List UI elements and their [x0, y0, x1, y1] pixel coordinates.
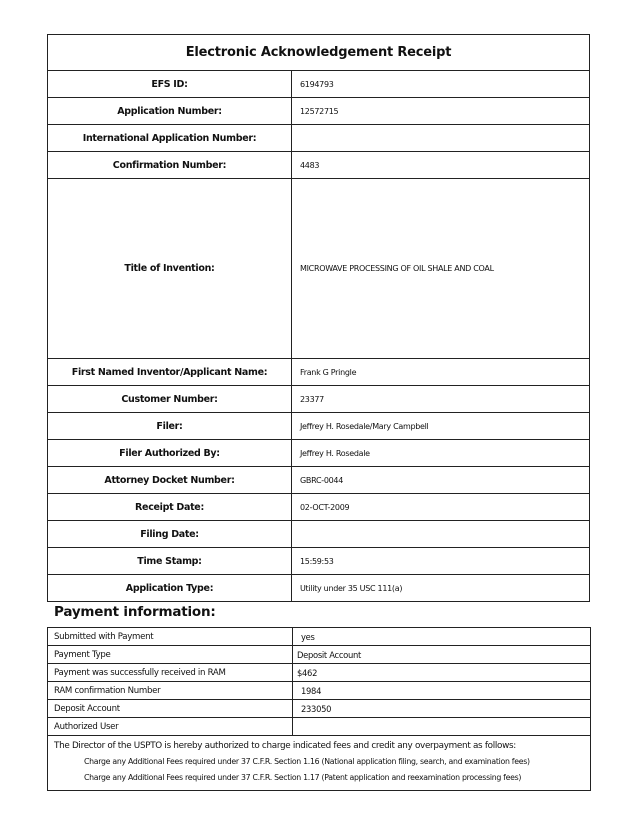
row-label: Filer Authorized By:: [48, 440, 292, 466]
row-label: Title of Invention:: [48, 179, 292, 358]
payment-row-ram-confirmation: [48, 682, 590, 700]
row-filing-date: [48, 521, 589, 548]
row-value: 23377: [300, 394, 324, 404]
authorization-item: Charge any Additional Fees required under 37 C.F.R. Section 1.17 (Patent application and reexamination processing fees): [84, 773, 522, 782]
row-confirmation-number: [48, 152, 589, 179]
payment-row-type: [48, 646, 590, 664]
payment-row-deposit-account: [48, 700, 590, 718]
payment-label: Deposit Account: [48, 700, 293, 717]
payment-value: [293, 718, 590, 735]
row-application-type: [48, 575, 589, 601]
receipt-table: [47, 34, 590, 602]
row-value: 15:59:53: [300, 556, 334, 566]
row-title-of-invention: [48, 179, 589, 359]
row-filer-authorized-by: [48, 440, 589, 467]
authorization-block: [48, 736, 590, 790]
row-value: 02-OCT-2009: [300, 502, 350, 512]
row-label: Confirmation Number:: [48, 152, 292, 178]
row-label: Receipt Date:: [48, 494, 292, 520]
row-efs-id: [48, 71, 589, 98]
payment-value: yes: [301, 631, 315, 642]
row-value: [292, 521, 589, 547]
row-label: Attorney Docket Number:: [48, 467, 292, 493]
authorization-intro: The Director of the USPTO is hereby authorized to charge indicated fees and credit any overpayment as follows:: [54, 741, 516, 751]
row-international-application-number: [48, 125, 589, 152]
payment-value: 1984: [301, 685, 322, 696]
row-value: [292, 125, 589, 151]
payment-table: [47, 627, 591, 791]
payment-label: RAM confirmation Number: [48, 682, 293, 699]
row-label: Filer:: [48, 413, 292, 439]
row-filer: [48, 413, 589, 440]
row-label: Customer Number:: [48, 386, 292, 412]
row-label: Time Stamp:: [48, 548, 292, 574]
row-label: Application Number:: [48, 98, 292, 124]
row-value: 6194793: [300, 79, 334, 89]
payment-label: Authorized User: [48, 718, 293, 735]
row-customer-number: [48, 386, 589, 413]
payment-row-received: [48, 664, 590, 682]
payment-value: $462: [297, 667, 318, 678]
payment-heading: Payment information:: [54, 604, 216, 620]
row-first-named-inventor: [48, 359, 589, 386]
row-label: International Application Number:: [48, 125, 292, 151]
payment-label: Submitted with Payment: [48, 628, 293, 645]
row-application-number: [48, 98, 589, 125]
row-receipt-date: [48, 494, 589, 521]
authorization-item: Charge any Additional Fees required under 37 C.F.R. Section 1.16 (National application filing, search, and examination fees): [84, 757, 530, 766]
payment-row-authorized-user: [48, 718, 590, 736]
row-value: Jeffrey H. Rosedale: [300, 448, 370, 458]
row-value: 12572715: [300, 106, 339, 116]
payment-value: Deposit Account: [297, 649, 361, 660]
payment-label: Payment was successfully received in RAM: [48, 664, 293, 681]
row-label: EFS ID:: [48, 71, 292, 97]
row-value: 4483: [300, 160, 320, 170]
payment-label: Payment Type: [48, 646, 293, 663]
row-value: Frank G Pringle: [300, 367, 357, 377]
row-value: GBRC-0044: [300, 475, 343, 485]
row-value: MICROWAVE PROCESSING OF OIL SHALE AND COAL: [300, 264, 494, 273]
payment-row-submitted: [48, 628, 590, 646]
row-attorney-docket-number: [48, 467, 589, 494]
row-time-stamp: [48, 548, 589, 575]
receipt-title: Electronic Acknowledgement Receipt: [48, 35, 589, 71]
row-label: First Named Inventor/Applicant Name:: [48, 359, 292, 385]
row-label: Application Type:: [48, 575, 292, 601]
row-value: Jeffrey H. Rosedale/Mary Campbell: [300, 421, 429, 431]
row-label: Filing Date:: [48, 521, 292, 547]
row-value: Utility under 35 USC 111(a): [300, 583, 403, 593]
payment-value: 233050: [301, 703, 332, 714]
